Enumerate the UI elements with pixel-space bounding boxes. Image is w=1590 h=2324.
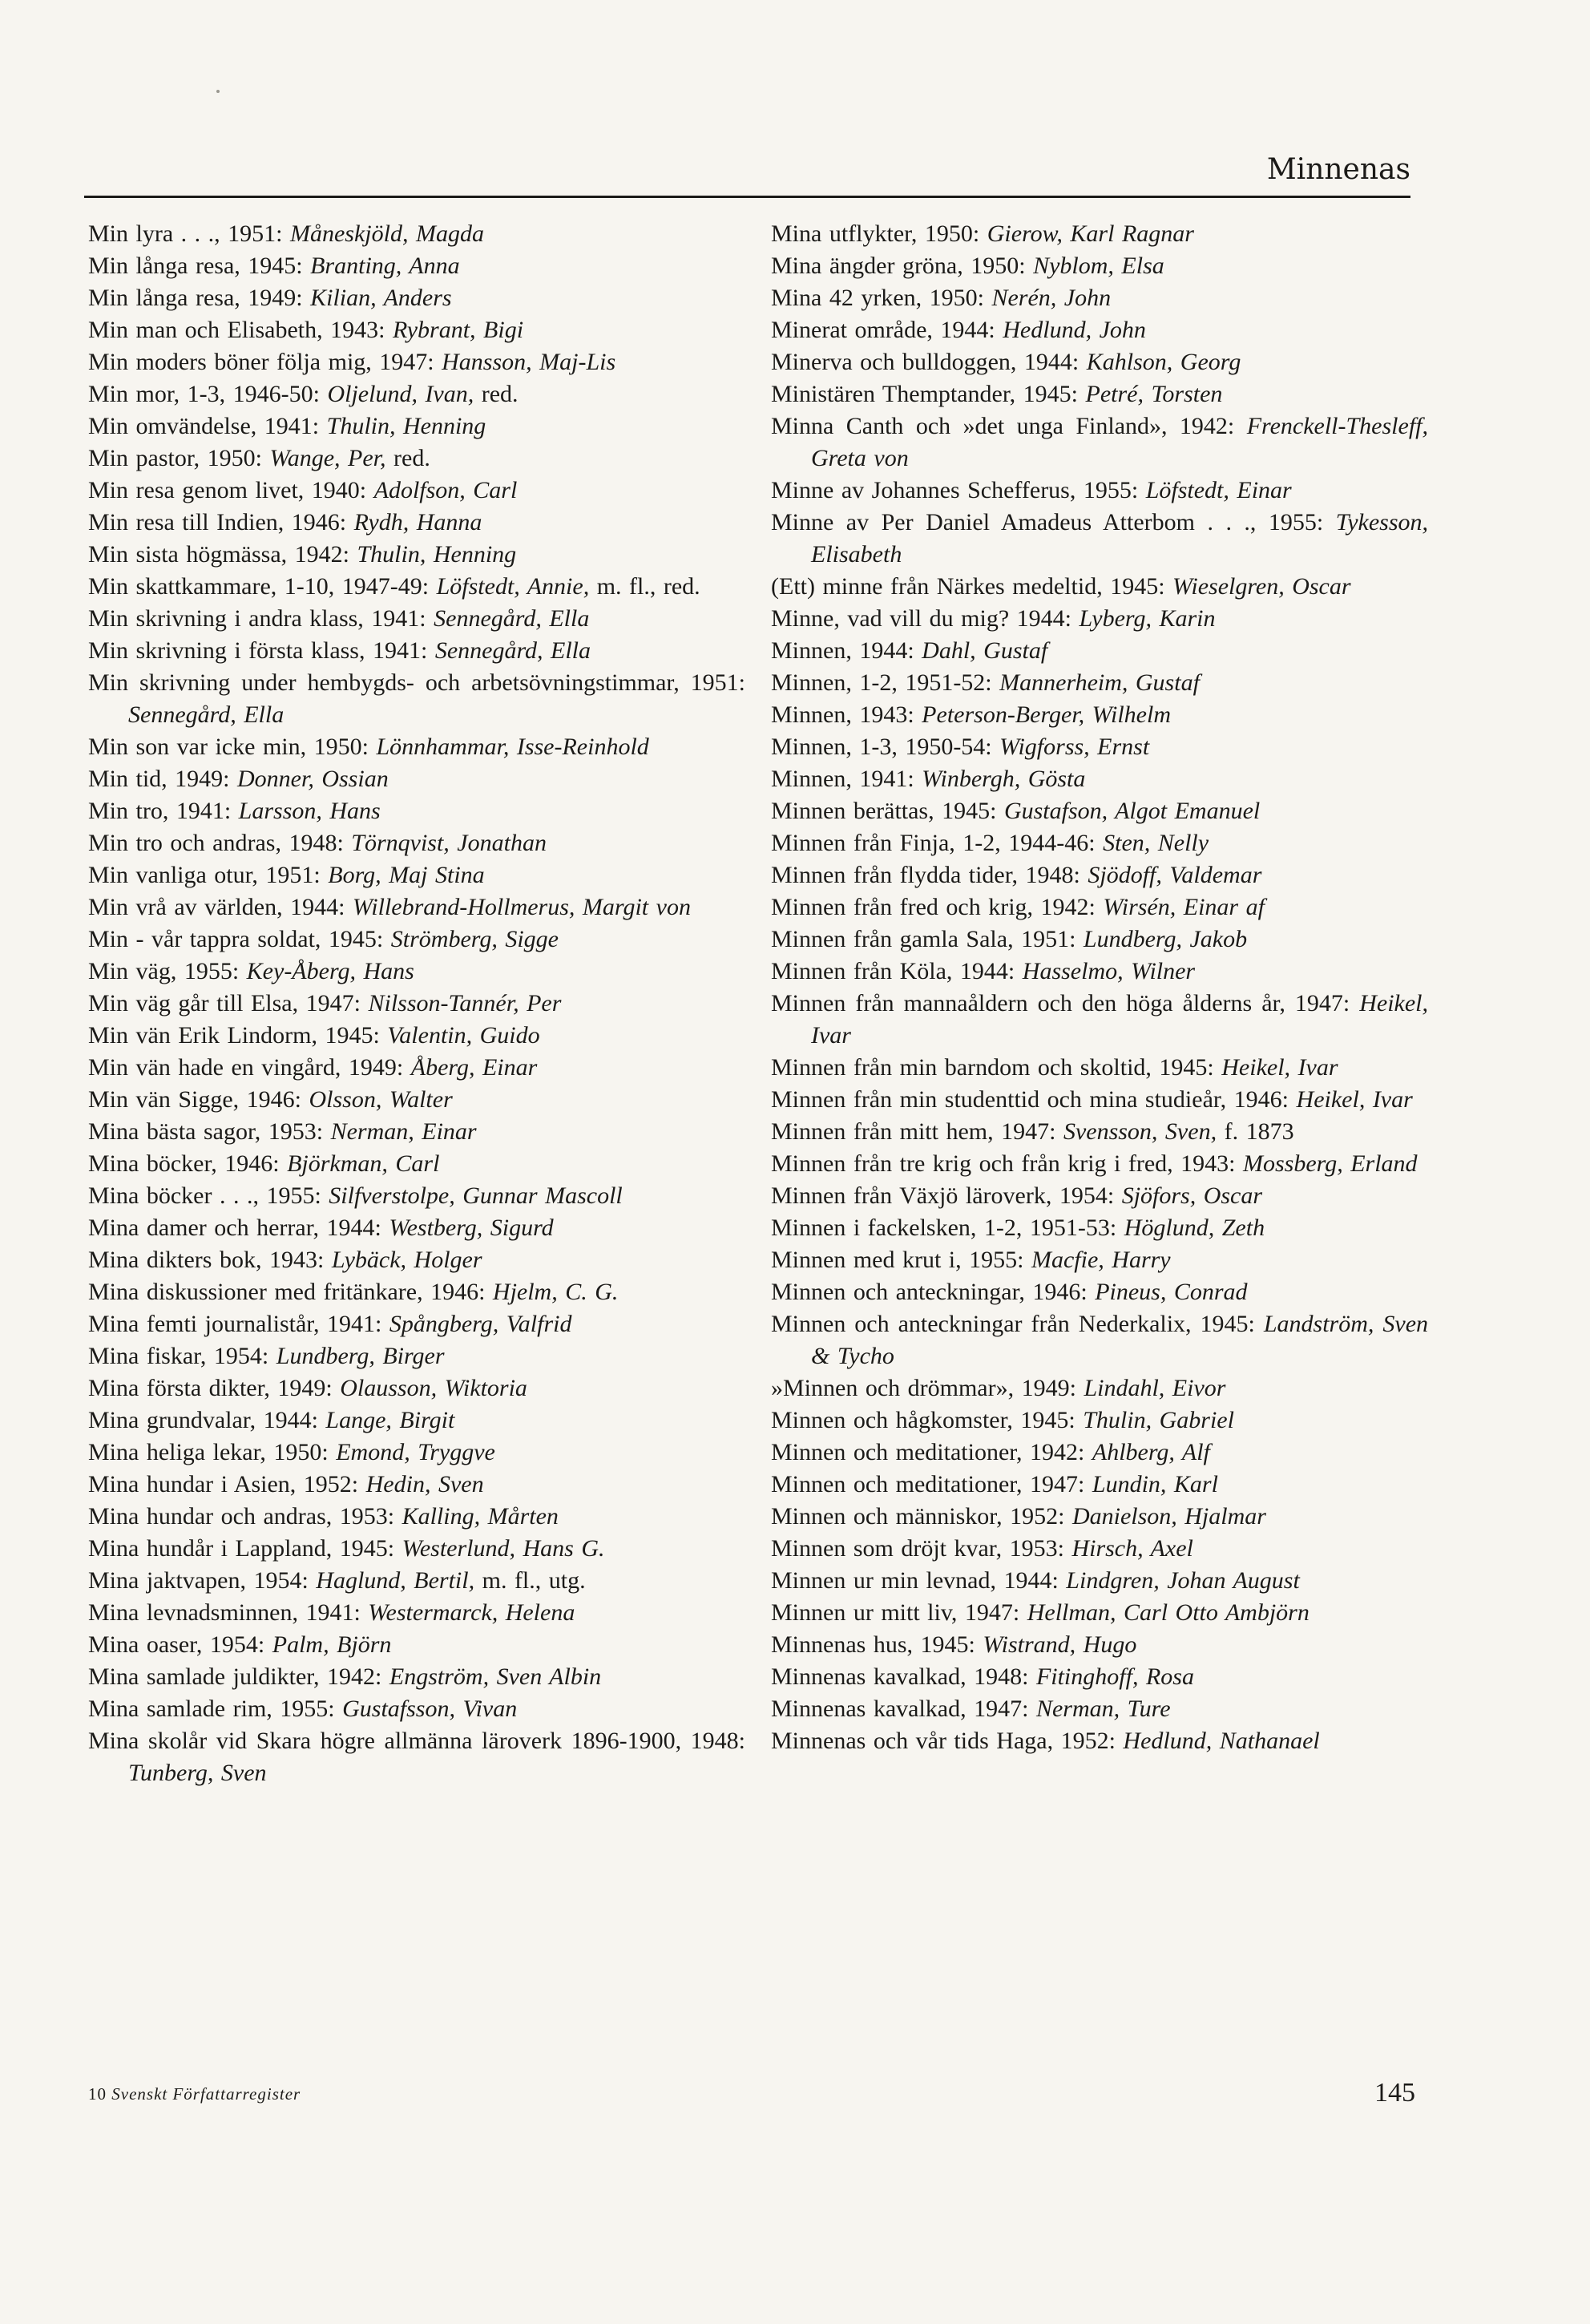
entry-title: Min väg går till Elsa, 1947: <box>88 990 361 1016</box>
index-entry <box>88 859 745 891</box>
entry-author: Westerlund, Hans G. <box>402 1535 605 1562</box>
entry-author: Wigforss, Ernst <box>999 734 1150 760</box>
index-entry <box>771 1661 1428 1693</box>
index-entry <box>88 891 745 924</box>
entry-title: Minnen från tre krig och från krig i fred, 1943: <box>771 1150 1236 1177</box>
signature-number: 10 <box>88 2084 107 2104</box>
entry-author: Sennegård, Ella <box>128 701 285 728</box>
entry-title: Mina samlade juldikter, 1942: <box>88 1663 382 1690</box>
entry-title: Min vän Erik Lindorm, 1945: <box>88 1022 380 1049</box>
index-entry <box>88 346 745 378</box>
index-entry <box>771 1501 1428 1533</box>
index-entry <box>88 571 745 603</box>
entry-extra: red. <box>481 381 519 407</box>
right-column <box>771 218 1428 1757</box>
page-number: 145 <box>1374 2078 1415 2108</box>
entry-author: Lindahl, Eivor <box>1084 1375 1226 1401</box>
index-entry <box>88 1469 745 1501</box>
index-entry <box>88 956 745 988</box>
entry-author: Hjelm, C. G. <box>492 1279 619 1305</box>
entry-title: Mina heliga lekar, 1950: <box>88 1439 329 1465</box>
index-entry <box>771 859 1428 891</box>
entry-title: Minnen i fackelsken, 1-2, 1951-53: <box>771 1215 1117 1241</box>
entry-title: Mina hundar och andras, 1953: <box>88 1503 395 1530</box>
index-entry <box>771 1148 1428 1180</box>
entry-title: Min mor, 1-3, 1946-50: <box>88 381 320 407</box>
entry-title: Minna Canth och »det unga Finland», 1942: <box>771 413 1235 439</box>
index-entry <box>771 1565 1428 1597</box>
entry-author: Lindgren, Johan August <box>1066 1567 1300 1594</box>
index-entry <box>88 1116 745 1148</box>
index-entry <box>771 1437 1428 1469</box>
index-entry <box>88 378 745 410</box>
entry-title: »Minnen och drömmar», 1949: <box>771 1375 1076 1401</box>
entry-extra: f. 1873 <box>1224 1118 1294 1145</box>
index-entry <box>88 1244 745 1276</box>
index-entry <box>771 1052 1428 1084</box>
entry-author: Kilian, Anders <box>310 285 452 311</box>
entry-title: (Ett) minne från Närkes medeltid, 1945: <box>771 573 1165 600</box>
entry-author: Danielson, Hjalmar <box>1071 1503 1266 1530</box>
entry-title: Min resa genom livet, 1940: <box>88 477 367 503</box>
entry-title: Mina femti journalistår, 1941: <box>88 1311 382 1337</box>
entry-author: Oljelund, Ivan, <box>327 381 474 407</box>
entry-title: Minerva och bulldoggen, 1944: <box>771 349 1080 375</box>
entry-title: Min vrå av världen, 1944: <box>88 894 345 920</box>
entry-title: Minne av Per Daniel Amadeus Atterbom . . ., 1955: <box>771 509 1324 536</box>
entry-title: Minnen, 1943: <box>771 701 914 728</box>
index-entry <box>771 282 1428 314</box>
entry-title: Minnen, 1941: <box>771 766 914 792</box>
index-entry <box>88 475 745 507</box>
entry-author: Nilsson-Tannér, Per <box>368 990 562 1016</box>
entry-title: Mina diskussioner med fritänkare, 1946: <box>88 1279 486 1305</box>
entry-author: Hedin, Sven <box>365 1471 484 1497</box>
index-entry <box>88 1501 745 1533</box>
entry-author: Svensson, Sven, <box>1063 1118 1217 1145</box>
entry-title: Min skrivning i första klass, 1941: <box>88 637 428 664</box>
index-entry <box>771 988 1428 1052</box>
index-entry <box>771 1372 1428 1405</box>
entry-author: Borg, Maj Stina <box>328 862 485 888</box>
entry-author: Olsson, Walter <box>309 1086 453 1113</box>
entry-author: Landström, Sven & Tycho <box>811 1311 1429 1369</box>
entry-title: Mina första dikter, 1949: <box>88 1375 333 1401</box>
entry-author: Måneskjöld, Magda <box>290 220 484 247</box>
entry-author: Mannerheim, Gustaf <box>999 669 1200 696</box>
specks <box>216 90 220 93</box>
entry-author: Åberg, Einar <box>410 1054 538 1081</box>
entry-title: Minnen från fred och krig, 1942: <box>771 894 1096 920</box>
index-entry <box>771 1597 1428 1629</box>
entry-author: Mossberg, Erland <box>1243 1150 1418 1177</box>
entry-title: Mina ängder gröna, 1950: <box>771 253 1026 279</box>
index-entry <box>771 410 1428 475</box>
entry-title: Mina dikters bok, 1943: <box>88 1247 325 1273</box>
entry-author: Thulin, Henning <box>357 541 517 568</box>
index-entry <box>88 1180 745 1212</box>
index-entry <box>88 1437 745 1469</box>
index-entry <box>771 1308 1428 1372</box>
entry-title: Mina 42 yrken, 1950: <box>771 285 984 311</box>
signature-text: Svenskt Författarregister <box>111 2084 301 2104</box>
entry-author: Lundin, Karl <box>1092 1471 1218 1497</box>
entry-extra: m. fl., red. <box>596 573 700 600</box>
index-entry <box>88 507 745 539</box>
entry-title: Min vän Sigge, 1946: <box>88 1086 301 1113</box>
entry-author: Lundberg, Jakob <box>1083 926 1248 952</box>
entry-title: Mina fiskar, 1954: <box>88 1343 269 1369</box>
index-entry <box>88 763 745 795</box>
entry-title: Minnen, 1944: <box>771 637 914 664</box>
entry-author: Palm, Björn <box>272 1631 392 1658</box>
entry-title: Min skrivning under hembygds- och arbetsövningstimmar, 1951: <box>88 669 745 696</box>
entry-title: Minnen och meditationer, 1947: <box>771 1471 1085 1497</box>
index-entry <box>88 1212 745 1244</box>
entry-extra: m. fl., utg. <box>482 1567 586 1594</box>
entry-title: Mina levnadsminnen, 1941: <box>88 1599 361 1626</box>
index-entry <box>771 699 1428 731</box>
entry-title: Min vän hade en vingård, 1949: <box>88 1054 404 1081</box>
index-entry <box>88 635 745 667</box>
left-column <box>88 218 745 1789</box>
entry-author: Wirsén, Einar af <box>1103 894 1265 920</box>
entry-author: Spångberg, Valfrid <box>389 1311 572 1337</box>
index-entry <box>771 603 1428 635</box>
entry-author: Sten, Nelly <box>1103 830 1209 856</box>
entry-author: Peterson-Berger, Wilhelm <box>922 701 1171 728</box>
entry-title: Mina hundår i Lappland, 1945: <box>88 1535 395 1562</box>
entry-title: Minnen från mannaåldern och den höga ålderns år, 1947: <box>771 990 1350 1016</box>
index-entry <box>88 988 745 1020</box>
index-entry <box>88 443 745 475</box>
entry-title: Min tid, 1949: <box>88 766 230 792</box>
index-entry <box>88 731 745 763</box>
index-entry <box>771 635 1428 667</box>
entry-title: Mina oaser, 1954: <box>88 1631 265 1658</box>
running-head: Minnenas <box>1266 153 1410 186</box>
index-entry <box>771 1693 1428 1725</box>
index-entry <box>88 1276 745 1308</box>
entry-author: Thulin, Henning <box>326 413 486 439</box>
index-entry <box>771 1276 1428 1308</box>
index-entry <box>771 795 1428 827</box>
entry-author: Key-Åberg, Hans <box>246 958 414 984</box>
index-entry <box>88 410 745 443</box>
index-entry <box>771 346 1428 378</box>
entry-author: Höglund, Zeth <box>1124 1215 1265 1241</box>
entry-author: Larsson, Hans <box>238 798 381 824</box>
entry-author: Tykesson, Elisabeth <box>811 509 1428 568</box>
entry-title: Minnen från Köla, 1944: <box>771 958 1015 984</box>
entry-title: Minnenas och vår tids Haga, 1952: <box>771 1728 1116 1754</box>
index-entry <box>771 1084 1428 1116</box>
index-entry <box>88 667 745 731</box>
entry-title: Min långa resa, 1949: <box>88 285 303 311</box>
index-entry <box>88 1629 745 1661</box>
entry-author: Haglund, Bertil, <box>316 1567 475 1594</box>
entry-title: Mina jaktvapen, 1954: <box>88 1567 309 1594</box>
entry-title: Minerat område, 1944: <box>771 317 995 343</box>
entry-title: Min son var icke min, 1950: <box>88 734 369 760</box>
entry-title: Minnen från min barndom och skoltid, 1945: <box>771 1054 1214 1081</box>
entry-title: Mina böcker, 1946: <box>88 1150 280 1177</box>
entry-author: Sjöfors, Oscar <box>1121 1182 1263 1209</box>
entry-title: Min sista högmässa, 1942: <box>88 541 349 568</box>
entry-title: Minnen från Finja, 1-2, 1944-46: <box>771 830 1096 856</box>
index-entry <box>771 378 1428 410</box>
index-entry <box>88 1308 745 1340</box>
entry-author: Hansson, Maj-Lis <box>442 349 616 375</box>
index-entry <box>88 1405 745 1437</box>
index-entry <box>88 1565 745 1597</box>
entry-author: Hirsch, Axel <box>1071 1535 1193 1562</box>
index-entry <box>88 539 745 571</box>
entry-author: Frenckell-Thesleff, Greta von <box>811 413 1428 471</box>
entry-title: Mina samlade rim, 1955: <box>88 1696 335 1722</box>
entry-author: Sennegård, Ella <box>434 637 591 664</box>
entry-title: Min skattkammare, 1-10, 1947-49: <box>88 573 430 600</box>
entry-author: Tunberg, Sven <box>128 1760 267 1786</box>
index-entry <box>88 924 745 956</box>
index-entry <box>88 218 745 250</box>
index-entry <box>88 1372 745 1405</box>
entry-title: Minnenas hus, 1945: <box>771 1631 975 1658</box>
entry-title: Mina hundar i Asien, 1952: <box>88 1471 359 1497</box>
index-entry <box>771 218 1428 250</box>
entry-author: Olausson, Wiktoria <box>340 1375 527 1401</box>
entry-author: Adolfson, Carl <box>373 477 518 503</box>
entry-author: Björkman, Carl <box>287 1150 440 1177</box>
footer-signature <box>88 2084 301 2104</box>
entry-title: Minnen som dröjt kvar, 1953: <box>771 1535 1064 1562</box>
index-entry <box>88 603 745 635</box>
index-entry <box>771 571 1428 603</box>
entry-title: Minnen, 1-3, 1950-54: <box>771 734 992 760</box>
index-entry <box>88 1597 745 1629</box>
entry-title: Mina utflykter, 1950: <box>771 220 980 247</box>
index-entry <box>771 1180 1428 1212</box>
entry-title: Minnen ur mitt liv, 1947: <box>771 1599 1020 1626</box>
entry-title: Min pastor, 1950: <box>88 445 262 471</box>
index-entry <box>771 763 1428 795</box>
index-entry <box>771 475 1428 507</box>
entry-title: Minne av Johannes Schefferus, 1955: <box>771 477 1139 503</box>
index-entry <box>771 667 1428 699</box>
entry-author: Fitinghoff, Rosa <box>1035 1663 1194 1690</box>
index-entry <box>88 282 745 314</box>
index-entry <box>771 1629 1428 1661</box>
index-entry <box>88 1340 745 1372</box>
entry-title: Min vanliga otur, 1951: <box>88 862 321 888</box>
entry-author: Heikel, Ivar <box>811 990 1429 1049</box>
index-entry <box>88 250 745 282</box>
entry-title: Min moders böner följa mig, 1947: <box>88 349 434 375</box>
index-entry <box>771 507 1428 571</box>
entry-title: Minnen, 1-2, 1951-52: <box>771 669 992 696</box>
entry-title: Minnen och meditationer, 1942: <box>771 1439 1085 1465</box>
index-entry <box>88 1148 745 1180</box>
entry-title: Ministären Themptander, 1945: <box>771 381 1078 407</box>
index-entry <box>88 1725 745 1789</box>
entry-author: Heikel, Ivar <box>1296 1086 1413 1113</box>
entry-author: Nerman, Ture <box>1035 1696 1171 1722</box>
index-entry <box>88 1693 745 1725</box>
entry-author: Gierow, Karl Ragnar <box>987 220 1194 247</box>
entry-title: Min - vår tappra soldat, 1945: <box>88 926 384 952</box>
entry-title: Minnen från gamla Sala, 1951: <box>771 926 1076 952</box>
index-entry <box>771 731 1428 763</box>
entry-title: Min tro, 1941: <box>88 798 232 824</box>
entry-title: Minnen och anteckningar, 1946: <box>771 1279 1088 1305</box>
entry-title: Minne, vad vill du mig? 1944: <box>771 605 1071 632</box>
entry-extra: red. <box>393 445 430 471</box>
entry-title: Mina böcker . . ., 1955: <box>88 1182 321 1209</box>
entry-title: Mina damer och herrar, 1944: <box>88 1215 381 1241</box>
index-entry <box>771 250 1428 282</box>
entry-title: Mina bästa sagor, 1953: <box>88 1118 324 1145</box>
entry-author: Löfstedt, Einar <box>1145 477 1292 503</box>
entry-title: Min omvändelse, 1941: <box>88 413 320 439</box>
entry-author: Rybrant, Bigi <box>392 317 524 343</box>
index-entry <box>88 1661 745 1693</box>
entry-author: Sjödoff, Valdemar <box>1088 862 1262 888</box>
entry-author: Westberg, Sigurd <box>389 1215 554 1241</box>
entry-author: Hasselmo, Wilner <box>1022 958 1196 984</box>
entry-title: Min skrivning i andra klass, 1941: <box>88 605 426 632</box>
index-entry <box>771 314 1428 346</box>
index-entry <box>771 1405 1428 1437</box>
entry-author: Nerén, John <box>991 285 1112 311</box>
index-entry <box>771 1212 1428 1244</box>
index-entry <box>88 1533 745 1565</box>
entry-title: Min tro och andras, 1948: <box>88 830 344 856</box>
entry-title: Min långa resa, 1945: <box>88 253 303 279</box>
entry-author: Winbergh, Gösta <box>922 766 1086 792</box>
index-entry <box>88 1084 745 1116</box>
entry-author: Hellman, Carl Otto Ambjörn <box>1027 1599 1310 1626</box>
entry-author: Strömberg, Sigge <box>390 926 559 952</box>
entry-title: Mina skolår vid Skara högre allmänna läroverk 1896-1900, 1948: <box>88 1728 745 1754</box>
index-entry <box>771 924 1428 956</box>
entry-author: Branting, Anna <box>310 253 460 279</box>
entry-author: Donner, Ossian <box>237 766 389 792</box>
entry-author: Wistrand, Hugo <box>983 1631 1137 1658</box>
entry-title: Min man och Elisabeth, 1943: <box>88 317 385 343</box>
entry-author: Nyblom, Elsa <box>1033 253 1164 279</box>
entry-title: Minnen och anteckningar från Nederkalix, 1945: <box>771 1311 1255 1337</box>
entry-author: Gustafson, Algot Emanuel <box>1003 798 1261 824</box>
entry-author: Lönnhammar, Isse-Reinhold <box>376 734 649 760</box>
index-entry <box>88 827 745 859</box>
entry-title: Minnen ur min levnad, 1944: <box>771 1567 1059 1594</box>
entry-author: Macfie, Harry <box>1031 1247 1171 1273</box>
index-entry <box>88 795 745 827</box>
index-entry <box>88 314 745 346</box>
entry-title: Minnen från flydda tider, 1948: <box>771 862 1080 888</box>
entry-title: Minnen och människor, 1952: <box>771 1503 1065 1530</box>
index-entry <box>771 956 1428 988</box>
entry-title: Min väg, 1955: <box>88 958 240 984</box>
entry-author: Sennegård, Ella <box>434 605 590 632</box>
entry-author: Lundberg, Birger <box>276 1343 445 1369</box>
entry-author: Kahlson, Georg <box>1086 349 1241 375</box>
entry-title: Mina grundvalar, 1944: <box>88 1407 318 1433</box>
index-entry <box>771 1244 1428 1276</box>
entry-author: Löfstedt, Annie, <box>436 573 590 600</box>
entry-title: Minnen och hågkomster, 1945: <box>771 1407 1075 1433</box>
entry-title: Min lyra . . ., 1951: <box>88 220 283 247</box>
index-entry <box>771 827 1428 859</box>
entry-title: Minnen från mitt hem, 1947: <box>771 1118 1056 1145</box>
entry-author: Kalling, Mårten <box>402 1503 559 1530</box>
entry-author: Lange, Birgit <box>325 1407 455 1433</box>
entry-author: Nerman, Einar <box>330 1118 477 1145</box>
entry-author: Rydh, Hanna <box>353 509 482 536</box>
index-entry <box>771 1725 1428 1757</box>
entry-author: Hedlund, John <box>1003 317 1146 343</box>
entry-title: Minnen berättas, 1945: <box>771 798 997 824</box>
entry-author: Wieselgren, Oscar <box>1172 573 1351 600</box>
entry-author: Valentin, Guido <box>387 1022 540 1049</box>
entry-author: Wange, Per, <box>269 445 386 471</box>
index-entry <box>771 1116 1428 1148</box>
entry-author: Silfverstolpe, Gunnar Mascoll <box>329 1182 623 1209</box>
index-entry <box>771 1533 1428 1565</box>
index-entry <box>88 1052 745 1084</box>
entry-author: Willebrand-Hollmerus, Margit von <box>352 894 691 920</box>
index-entry <box>771 891 1428 924</box>
index-entry <box>88 1020 745 1052</box>
index-entry <box>771 1469 1428 1501</box>
entry-author: Lybäck, Holger <box>331 1247 482 1273</box>
entry-title: Min resa till Indien, 1946: <box>88 509 347 536</box>
entry-title: Minnen från min studenttid och mina studieår, 1946: <box>771 1086 1289 1113</box>
entry-author: Dahl, Gustaf <box>922 637 1048 664</box>
entry-author: Emond, Tryggve <box>336 1439 495 1465</box>
page-header <box>84 136 1410 198</box>
entry-title: Minnenas kavalkad, 1948: <box>771 1663 1029 1690</box>
entry-author: Törnqvist, Jonathan <box>351 830 547 856</box>
entry-author: Petré, Torsten <box>1085 381 1223 407</box>
entry-author: Gustafsson, Vivan <box>342 1696 518 1722</box>
entry-author: Ahlberg, Alf <box>1092 1439 1210 1465</box>
entry-author: Hedlund, Nathanael <box>1123 1728 1320 1754</box>
entry-author: Lyberg, Karin <box>1079 605 1216 632</box>
entry-author: Pineus, Conrad <box>1095 1279 1248 1305</box>
entry-author: Engström, Sven Albin <box>389 1663 602 1690</box>
entry-title: Minnenas kavalkad, 1947: <box>771 1696 1029 1722</box>
entry-title: Minnen med krut i, 1955: <box>771 1247 1024 1273</box>
entry-author: Westermarck, Helena <box>368 1599 575 1626</box>
entry-author: Thulin, Gabriel <box>1083 1407 1234 1433</box>
entry-title: Minnen från Växjö läroverk, 1954: <box>771 1182 1115 1209</box>
entry-author: Heikel, Ivar <box>1221 1054 1338 1081</box>
